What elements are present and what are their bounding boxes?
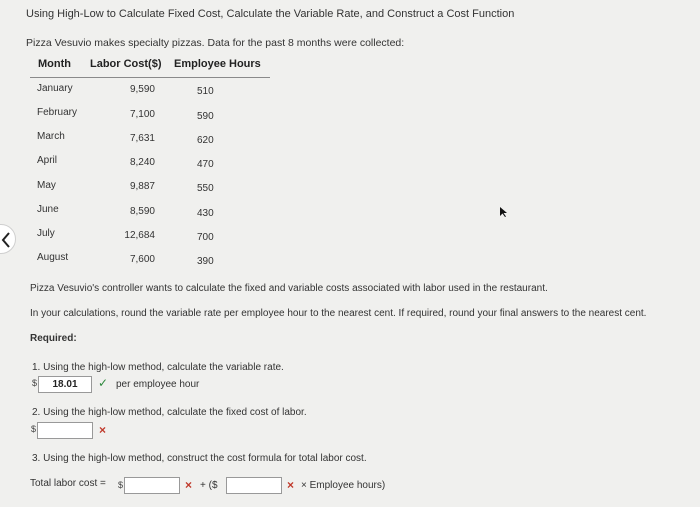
previous-arrow-button[interactable] (0, 224, 16, 254)
q3-fixed-cost-input[interactable] (124, 477, 180, 494)
question-2-text: 2. Using the high-low method, calculate the fixed cost of labor. (32, 407, 307, 418)
row-month: May (37, 180, 56, 191)
row-month: August (37, 252, 69, 263)
header-employee-hours: Employee Hours (174, 58, 261, 70)
mouse-cursor-icon (499, 206, 509, 218)
chevron-left-icon (1, 232, 11, 248)
q1-answer-input[interactable]: 18.01 (38, 376, 92, 393)
row-labor-cost: 7,600 (129, 254, 155, 265)
q3-plus-open: + ($ (200, 480, 218, 491)
row-labor-cost: 7,631 (129, 133, 155, 144)
x-icon: × (99, 423, 107, 437)
total-labor-cost-label: Total labor cost = (30, 478, 106, 489)
row-employee-hours: 390 (197, 256, 214, 267)
q3-variable-rate-input[interactable] (226, 477, 282, 494)
x-icon: × (287, 478, 295, 492)
row-month: April (37, 155, 58, 166)
q2-currency: $ (31, 424, 37, 434)
question-3-text: 3. Using the high-low method, construct the cost formula for total labor cost. (32, 453, 367, 464)
row-month: March (37, 131, 65, 142)
row-labor-cost: 8,590 (129, 206, 155, 217)
problem-intro: Pizza Vesuvio makes specialty pizzas. Data for the past 8 months were collected: (26, 37, 405, 49)
q1-unit-label: per employee hour (116, 379, 200, 390)
row-employee-hours: 550 (197, 183, 214, 194)
rounding-instructions: In your calculations, round the variable rate per employee hour to the nearest cent. If required, round your final answers to the nearest cent. (30, 308, 647, 319)
controller-paragraph: Pizza Vesuvio's controller wants to calculate the fixed and variable costs associated with labor used in the restaurant. (30, 283, 548, 294)
row-labor-cost: 9,887 (129, 181, 155, 192)
row-month: July (37, 228, 55, 239)
row-month: January (37, 83, 73, 94)
x-icon: × (185, 478, 193, 492)
row-labor-cost: 12,684 (124, 230, 155, 241)
row-labor-cost: 8,240 (129, 157, 155, 168)
header-month: Month (38, 58, 71, 70)
row-employee-hours: 430 (197, 208, 214, 219)
row-labor-cost: 9,590 (129, 84, 155, 95)
required-label: Required: (30, 333, 77, 344)
header-rule (30, 77, 270, 78)
q1-currency: $ (32, 378, 38, 388)
question-1-text: 1. Using the high-low method, calculate the variable rate. (32, 362, 284, 373)
row-employee-hours: 470 (197, 159, 214, 170)
q2-answer-input[interactable] (37, 422, 93, 439)
header-labor-cost: Labor Cost($) (90, 58, 162, 70)
row-employee-hours: 590 (197, 111, 214, 122)
row-month: February (37, 107, 78, 118)
problem-title: Using High-Low to Calculate Fixed Cost, Calculate the Variable Rate, and Construct a Cost Function (26, 8, 515, 20)
row-labor-cost: 7,100 (129, 109, 155, 120)
row-employee-hours: 700 (197, 232, 214, 243)
row-month: June (37, 204, 59, 215)
q3-currency: $ (118, 480, 124, 490)
row-employee-hours: 620 (197, 135, 214, 146)
check-icon: ✓ (98, 376, 109, 390)
employee-hours-suffix: × Employee hours) (301, 480, 386, 491)
row-employee-hours: 510 (197, 86, 214, 97)
